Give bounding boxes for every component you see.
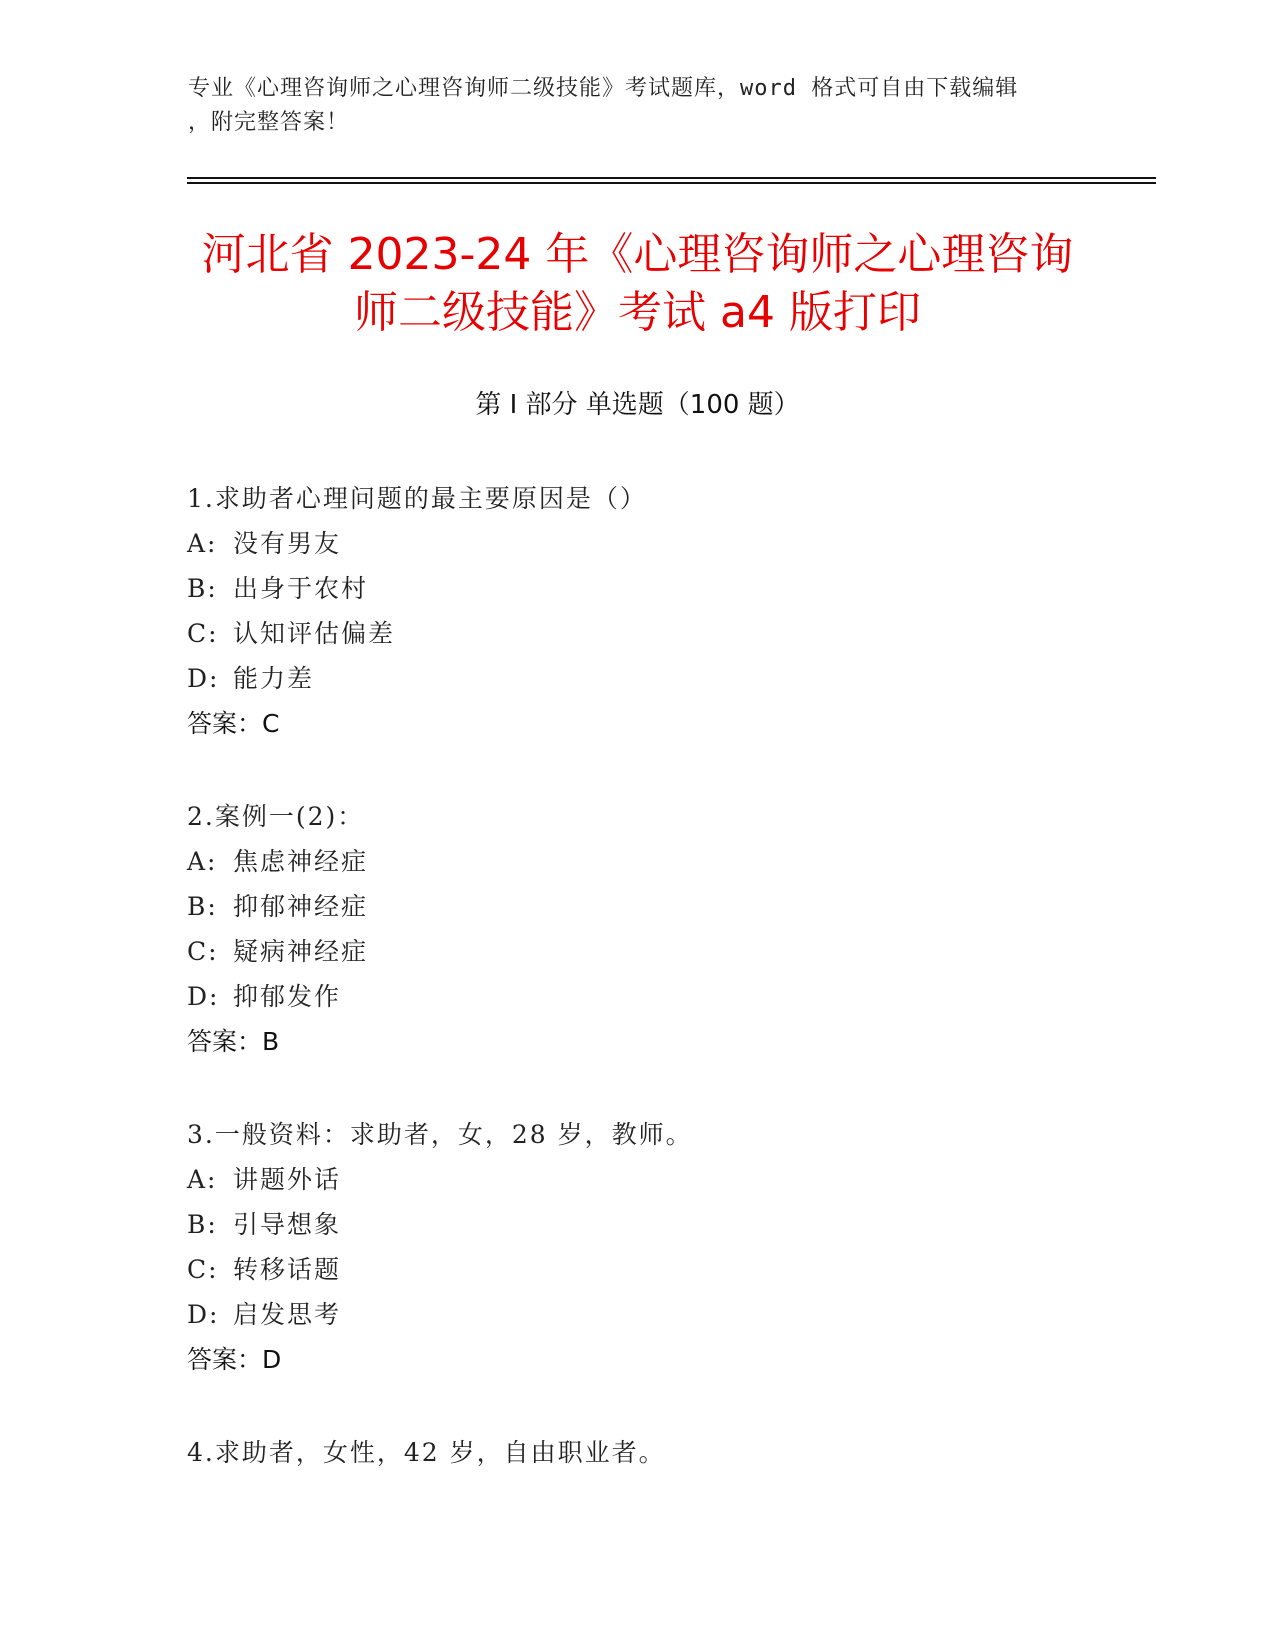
option-text: 转移话题 — [233, 1255, 342, 1284]
question-stem: 3.一般资料：求助者，女，28 岁，教师。 — [187, 1120, 693, 1149]
answer-value: D — [262, 1345, 282, 1374]
header-rule-bottom — [187, 182, 1156, 184]
option-d — [187, 656, 1147, 701]
option-text: 能力差 — [233, 664, 315, 693]
option-key: C: — [187, 1255, 219, 1284]
option-key: B: — [187, 574, 218, 603]
answer-line — [187, 1019, 1147, 1064]
option-c — [187, 1247, 1147, 1292]
question-3 — [187, 1112, 1147, 1382]
question-stem: 2.案例一(2)： — [187, 802, 365, 831]
document-title-line-1: 河北省 2023-24 年《心理咨询师之心理咨询 — [201, 229, 1074, 280]
option-text: 抑郁发作 — [233, 982, 342, 1011]
answer-value: C — [262, 709, 280, 738]
answer-label: 答案： — [187, 1345, 263, 1374]
option-text: 启发思考 — [233, 1300, 342, 1329]
option-key: B: — [187, 892, 218, 921]
header-note — [188, 72, 1068, 140]
answer-value: B — [262, 1027, 280, 1056]
option-key: A: — [187, 847, 218, 876]
question-1 — [187, 476, 1147, 746]
question-stem: 1.求助者心理问题的最主要原因是（） — [187, 484, 647, 513]
option-d — [187, 1292, 1147, 1337]
answer-label: 答案： — [187, 709, 263, 738]
header-note-line-2: ，附完整答案！ — [188, 110, 350, 135]
option-a — [187, 521, 1147, 566]
option-text: 疑病神经症 — [233, 937, 369, 966]
option-key: B: — [187, 1210, 218, 1239]
option-key: D: — [187, 664, 220, 693]
option-b — [187, 566, 1147, 611]
header-note-line-1: 专业《心理咨询师之心理咨询师二级技能》考试题库，word 格式可自由下载编辑 — [188, 76, 1019, 101]
document-title — [150, 226, 1125, 342]
option-key: C: — [187, 937, 219, 966]
option-c — [187, 611, 1147, 656]
option-key: A: — [187, 529, 218, 558]
option-d — [187, 974, 1147, 1019]
option-c — [187, 929, 1147, 974]
option-text: 没有男友 — [233, 529, 342, 558]
option-key: D: — [187, 1300, 220, 1329]
question-stem: 4.求助者，女性，42 岁，自由职业者。 — [187, 1438, 666, 1467]
option-text: 认知评估偏差 — [233, 619, 396, 648]
option-b — [187, 884, 1147, 929]
question-2 — [187, 794, 1147, 1064]
option-text: 焦虑神经症 — [233, 847, 369, 876]
option-b — [187, 1202, 1147, 1247]
option-a — [187, 1157, 1147, 1202]
question-4 — [187, 1430, 1147, 1475]
answer-line — [187, 1337, 1147, 1382]
document-title-line-2: 师二级技能》考试 a4 版打印 — [354, 287, 921, 338]
answer-line — [187, 701, 1147, 746]
option-text: 抑郁神经症 — [233, 892, 369, 921]
option-key: C: — [187, 619, 219, 648]
option-key: A: — [187, 1165, 218, 1194]
answer-label: 答案： — [187, 1027, 263, 1056]
header-rule-top — [187, 177, 1156, 179]
option-text: 出身于农村 — [233, 574, 369, 603]
option-text: 讲题外话 — [233, 1165, 342, 1194]
option-text: 引导想象 — [233, 1210, 342, 1239]
option-a — [187, 839, 1147, 884]
section-heading: 第 I 部分 单选题（100 题） — [475, 390, 800, 420]
option-key: D: — [187, 982, 220, 1011]
